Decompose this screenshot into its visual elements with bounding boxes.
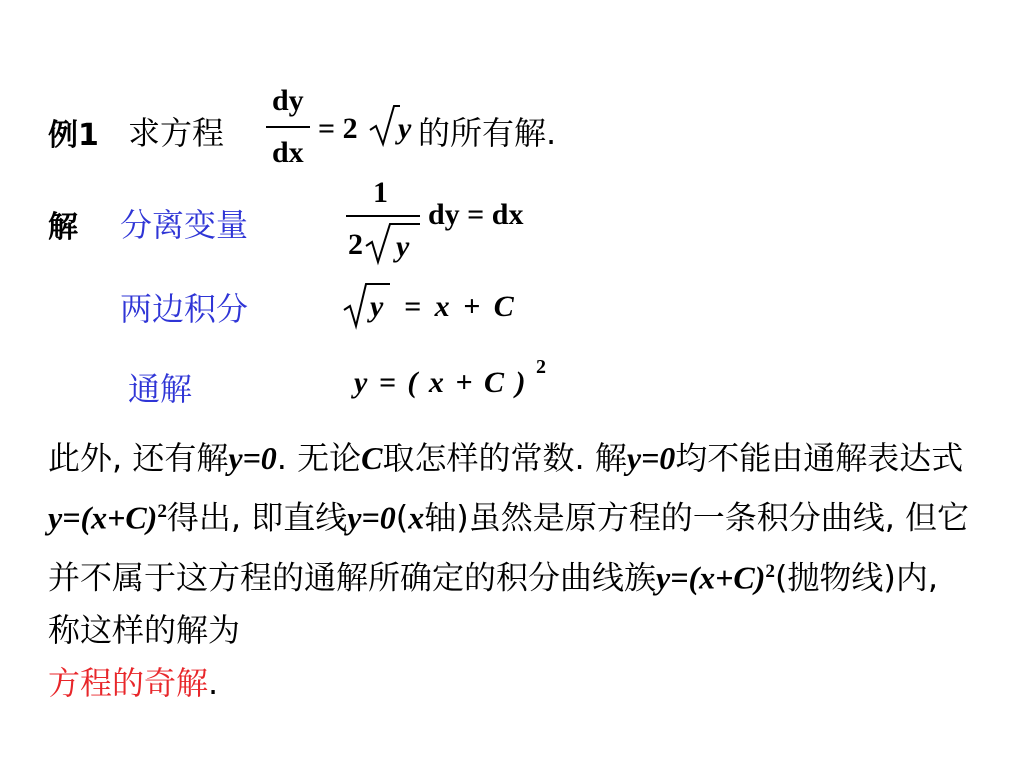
step-title-general: 通解	[128, 370, 193, 408]
step2-rhs: = x + C	[404, 290, 514, 323]
para-text-3: 取怎样的常数. 解	[382, 439, 627, 477]
step2-sqrt-var: y	[370, 290, 384, 323]
step-title-separate: 分离变量	[120, 206, 249, 244]
step1-numerator: 1	[373, 176, 388, 209]
example-intro: 求方程	[128, 114, 225, 152]
step3-exponent: 2	[536, 356, 546, 378]
para-text-8: (抛物线)内, 称这样的解为	[48, 558, 939, 650]
para-text-6: (	[395, 498, 409, 537]
math-y0-1: y=0	[228, 440, 277, 476]
step1-rhs: dy = dx	[428, 198, 524, 231]
para-text-7: 轴)虽然是原方程的一条积分曲线, 但它并不属于这方程的通解所确定的积分曲线族	[48, 498, 970, 597]
para-end: .	[208, 664, 219, 703]
step-title-integrate: 两边积分	[120, 290, 249, 328]
math-y0-3: y=0	[347, 499, 396, 536]
math-general-1: y=(x+C)	[48, 499, 158, 536]
step1-den-var: y	[396, 230, 410, 263]
exp-1: 2	[157, 501, 167, 522]
lhs-fraction-bar	[266, 126, 310, 128]
step1-den-prefix: 2	[348, 228, 363, 261]
step1-fraction-bar	[346, 215, 420, 217]
exp-2: 2	[765, 560, 775, 582]
sqrt-symbol-1	[370, 104, 400, 150]
para-text-2: . 无论	[276, 439, 362, 477]
singular-solution-highlight: 方程的奇解	[48, 664, 209, 703]
para-text-5: 得出, 即直线	[166, 498, 348, 537]
rhs-var: y	[398, 112, 412, 145]
math-general-2: y=(x+C)	[656, 559, 766, 596]
math-y0-2: y=0	[626, 440, 676, 476]
math-C: C	[361, 440, 383, 476]
para-text-1: 此外, 还有解	[48, 439, 229, 477]
example-suffix: 的所有解.	[418, 114, 557, 152]
lhs-denominator: dx	[272, 136, 304, 169]
step3-equation: y = ( x + C )	[354, 366, 526, 399]
sqrt-symbol-2	[366, 222, 420, 268]
para-text-4: 均不能由通解表达式	[675, 439, 964, 477]
example-label: 例1	[48, 118, 99, 153]
explanation-paragraph	[48, 432, 978, 710]
math-x: x	[408, 499, 425, 536]
lhs-numerator: dy	[272, 84, 304, 117]
rhs-prefix: = 2	[318, 112, 358, 145]
solution-label: 解	[48, 210, 78, 245]
